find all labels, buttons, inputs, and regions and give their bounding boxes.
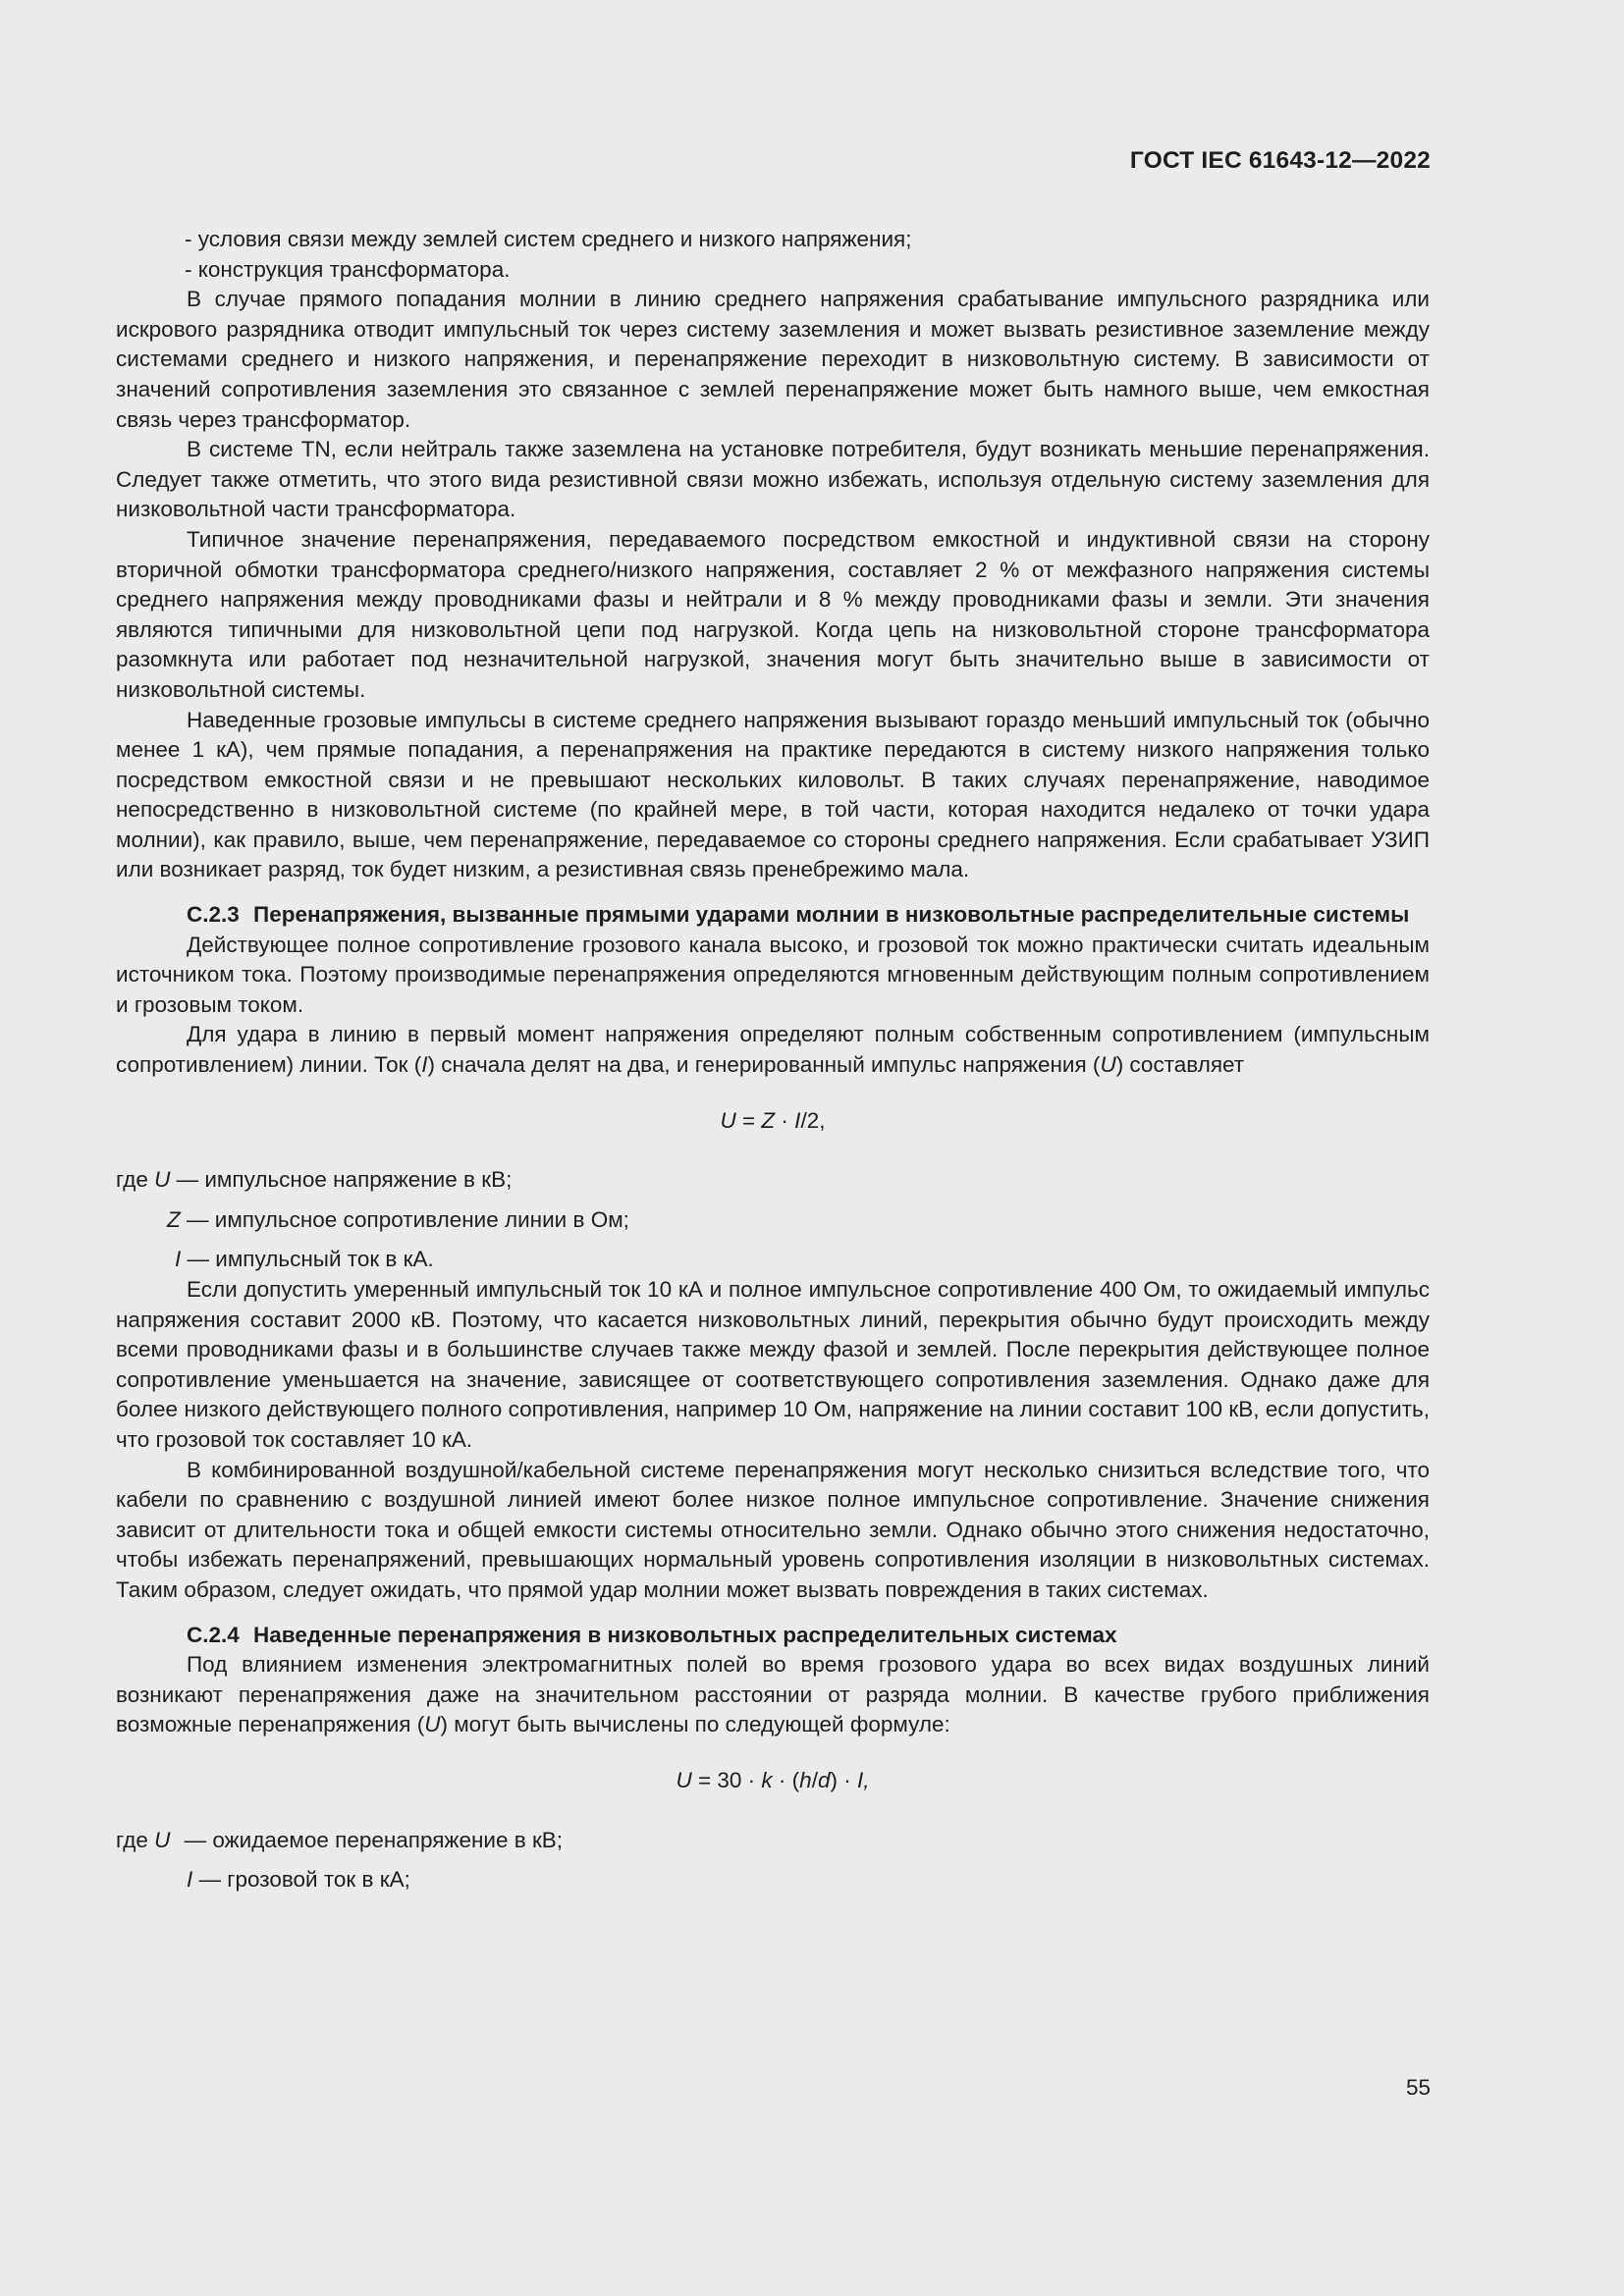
formula-text: · xyxy=(775,1107,795,1133)
paragraph: Действующее полное сопротивление грозового канала высоко, и грозовой ток можно практически считать идеальным источником тока. Поэтому производимые перенапряжения определяются мгновенным действующим полным сопротивлением и грозовым током. xyxy=(116,932,1430,1017)
paragraph-text: ) сначала делят на два, и генерированный импульс напряжения ( xyxy=(427,1052,1101,1078)
formula-text: · ( xyxy=(772,1767,800,1792)
legend-row xyxy=(116,1165,1430,1196)
symbol-U: U xyxy=(424,1712,441,1737)
symbol-U: U xyxy=(154,1827,171,1852)
paragraph-text: Для удара в линию в первый момент напряжения определяют полным собственным сопротивлением (импульсным сопротивлением) линии. Ток ( xyxy=(116,1022,1430,1078)
section-heading xyxy=(116,900,1430,931)
legend-description: — импульсный ток в кА. xyxy=(181,1247,434,1272)
symbol-d: d xyxy=(817,1767,831,1792)
section-heading xyxy=(116,1621,1430,1651)
formula-text: / xyxy=(811,1767,818,1792)
symbol-U: U xyxy=(1100,1052,1116,1078)
paragraph-text: ) могут быть вычислены по следующей формуле: xyxy=(440,1712,950,1737)
legend-description: — грозовой ток в кА; xyxy=(192,1867,410,1893)
formula-induced-overvoltage xyxy=(116,1766,1430,1796)
legend-where-word: где xyxy=(116,1167,155,1193)
paragraph: Если допустить умеренный импульсный ток 10 кА и полное импульсное сопротивление 400 Ом, то ожидаемый импульс напряжения составит 2000 кВ. Поэтому, что касается низковольтных линий, перекрытия обычно будут происходить между всеми проводниками фазы и в большинстве случаев также между фазой и землей. После перекрытия действующее полное сопротивление уменьшается на значение, зависящее от соответствующего сопротивления заземления. Однако даже для более низкого действующего полного сопротивления, например 10 Ом, напряжение на линии составит 100 кВ, если допустить, что грозовой ток составляет 10 кА. xyxy=(116,1277,1430,1452)
symbol-U: U xyxy=(154,1167,171,1193)
formula-text: /2, xyxy=(800,1107,826,1133)
paragraph: В системе TN, если нейтраль также заземлена на установке потребителя, будут возникать меньшие перенапряжения. Следует также отметить, что этого вида резистивной связи можно избежать, используя отдельную систему заземления для низковольтной части трансформатора. xyxy=(116,437,1430,522)
legend-row xyxy=(116,1245,1430,1275)
section-title: Наведенные перенапряжения в низковольтных распределительных системах xyxy=(253,1622,1117,1647)
symbol-I: I xyxy=(175,1247,182,1272)
legend-description: — импульсное сопротивление линии в Ом; xyxy=(180,1206,629,1232)
formula-legend xyxy=(116,1826,1430,1896)
legend-description: — ожидаемое перенапряжение в кВ; xyxy=(178,1827,564,1852)
paragraph: В комбинированной воздушной/кабельной системе перенапряжения могут несколько снизиться вследствие того, что кабели по сравнению с воздушной линией имеют более низкое полное импульсное сопротивление. Значение снижения зависит от длительности тока и общей емкости системы относительно земли. Однако обычно этого снижения недостаточно, чтобы избежать перенапряжений, превышающих нормальный уровень сопротивления изоляции в низковольтных системах. Таким образом, следует ожидать, что прямой удар молнии может вызвать повреждения в таких системах. xyxy=(116,1457,1430,1602)
paragraph: Типичное значение перенапряжения, передаваемого посредством емкостной и индуктивной связи на сторону вторичной обмотки трансформатора среднего/низкого напряжения, составляет 2 % от межфазного напряжения системы среднего напряжения между проводниками фазы и нейтрали и 8 % между проводниками фазы и земли. Эти значения являются типичными для низковольтной цепи под нагрузкой. Когда цепь на низковольтной стороне трансформатора разомкнута или работает под незначительной нагрузкой, значения могут быть значительно выше в зависимости от низковольтной системы. xyxy=(116,526,1430,702)
document-body xyxy=(116,225,1430,1896)
paragraph xyxy=(116,1020,1430,1080)
symbol-I: I xyxy=(794,1107,801,1133)
legend-description: — импульсное напряжение в кВ; xyxy=(170,1167,513,1193)
section-number: C.2.3 xyxy=(187,902,240,928)
legend-where-word: где xyxy=(116,1827,155,1852)
paragraph-text: Под влиянием изменения электромагнитных полей во время грозового удара во всех видах воздушных линий возникают перенапряжения даже на значительном расстоянии от разряда молнии. В качестве грубого приближения возможные перенапряжения ( xyxy=(116,1652,1430,1737)
symbol-I: I xyxy=(856,1767,864,1792)
list-item: - условия связи между землей систем среднего и низкого напряжения; xyxy=(185,227,912,251)
paragraph: В случае прямого попадания молнии в линию среднего напряжения срабатывание импульсного разрядника или искрового разрядника отводит импульсный ток через систему заземления и может вызвать резистивное заземление между системами среднего и низкого напряжения, и перенапряжение переходит в низковольтную систему. В зависимости от значений сопротивления заземления это связанное с землей перенапряжение может быть намного выше, чем емкостная связь через трансформатор. xyxy=(116,287,1430,432)
formula-impulse-voltage xyxy=(116,1106,1430,1137)
formula-text: = 30 · xyxy=(691,1767,762,1792)
legend-row xyxy=(116,1826,1430,1856)
symbol-U: U xyxy=(720,1107,736,1133)
legend-row xyxy=(116,1205,1430,1236)
formula-text: , xyxy=(863,1767,870,1792)
list-item: - конструкция трансформатора. xyxy=(185,256,511,282)
paragraph: Наведенные грозовые импульсы в системе среднего напряжения вызывают гораздо меньший импульсный ток (обычно менее 1 кА), чем прямые попадания, а перенапряжения на практике передаются в систему низкого напряжения только посредством емкостной связи и не превышают нескольких киловольт. В таких случаях перенапряжение, наводимое непосредственно в низковольтной системе (по крайней мере, в той части, которая находится недалеко от точки удара молнии), как правило, выше, чем перенапряжение, передаваемое со стороны среднего напряжения. Если срабатывает УЗИП или возникает разряд, ток будет низким, а резистивная связь пренебрежимо мала. xyxy=(116,707,1430,882)
page-number: 55 xyxy=(1405,2075,1431,2100)
symbol-k: k xyxy=(761,1767,773,1792)
document-code-header: ГОСТ IEC 61643-12—2022 xyxy=(1129,147,1431,174)
formula-text: ) · xyxy=(830,1767,857,1792)
symbol-Z: Z xyxy=(167,1206,181,1232)
section-title: Перенапряжения, вызванные прямыми ударами молнии в низковольтные распределительные системы xyxy=(253,902,1410,928)
legend-row xyxy=(116,1865,1430,1896)
symbol-I: I xyxy=(187,1867,193,1893)
formula-legend xyxy=(116,1165,1430,1275)
paragraph-text: ) составляет xyxy=(1115,1052,1245,1078)
paragraph xyxy=(116,1650,1430,1740)
section-number: C.2.4 xyxy=(187,1622,240,1647)
symbol-U: U xyxy=(676,1767,692,1792)
symbol-I: I xyxy=(421,1052,428,1078)
symbol-Z: Z xyxy=(761,1107,776,1133)
symbol-h: h xyxy=(799,1767,812,1792)
formula-text: = xyxy=(735,1107,762,1133)
